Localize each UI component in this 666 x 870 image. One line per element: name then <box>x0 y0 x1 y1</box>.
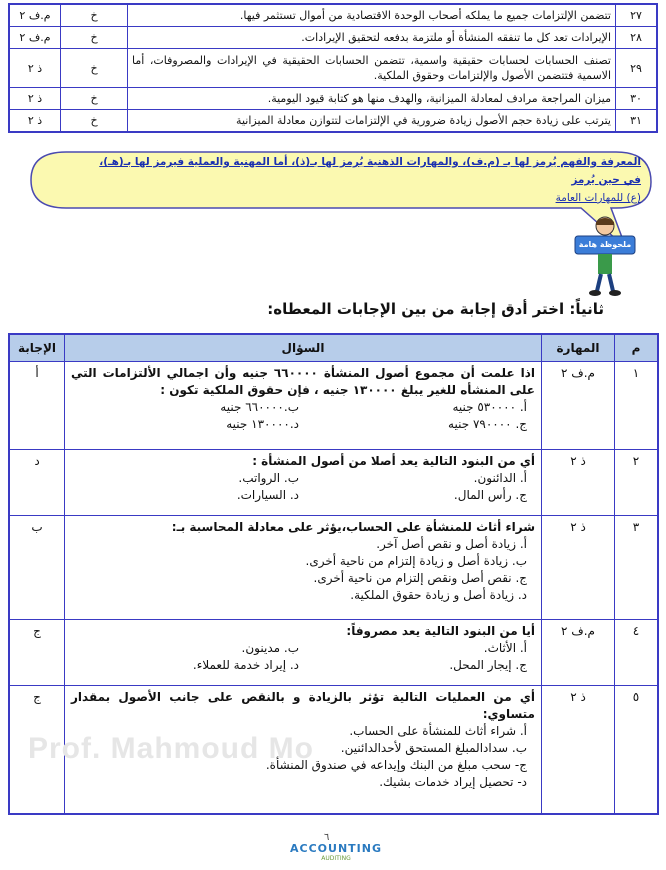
question-cell <box>65 620 542 686</box>
answer-cell: ب <box>9 516 65 620</box>
option: د. زيادة أصل و زيادة حقوق الملكية. <box>350 588 527 602</box>
footer-logo <box>286 843 386 867</box>
skill-cell: م.ف ٢ <box>542 620 615 686</box>
table-row <box>9 49 657 88</box>
question-number: ٤ <box>615 620 659 686</box>
table-row <box>9 4 657 27</box>
skill-cell: ذ ٢ <box>9 49 61 88</box>
watermark: Prof. Mahmoud Mo <box>28 732 314 765</box>
options-list <box>71 470 535 504</box>
page-number: ٦ <box>324 832 330 843</box>
option: ج- سحب مبلغ من البنك وإيداعه في صندوق المنشأة. <box>265 758 527 772</box>
question-stem: أي من البنود التالية يعد أصلا من أصول المنشأة : <box>252 454 535 468</box>
question-text: الإيرادات تعد كل ما تنفقه المنشأة أو ملتزمة بدفعه لتحقيق الإيرادات. <box>128 27 616 49</box>
skill-cell: ذ ٢ <box>542 686 615 814</box>
option: ب.٦٦٠٠٠٠ جنيه <box>220 400 299 414</box>
option: ج. إيجار المحل. <box>449 658 527 672</box>
section-title: ثانياً: اختر أدق إجابة من بين الإجابات المعطاه: <box>267 300 604 318</box>
option: ب. سدادالمبلغ المستحق لأحدالدائنين. <box>340 741 527 755</box>
option: أ. زيادة أصل و نقص أصل آخر. <box>376 537 527 551</box>
question-number: ٢٨ <box>616 27 658 49</box>
answer-cell: خ <box>61 27 128 49</box>
option: ج. ٧٩٠٠٠٠ جنيه <box>448 417 527 431</box>
option: ج. نقص أصل ونقص إلتزام من ناحية أخرى. <box>313 571 527 585</box>
option: ب. زيادة أصل و زيادة إلتزام من ناحية أخرى. <box>305 554 527 568</box>
table-row <box>9 450 658 516</box>
option: ب. الرواتب. <box>238 471 299 485</box>
skill-cell: م.ف ٢ <box>9 27 61 49</box>
note-text <box>96 153 641 207</box>
question-stem: شراء أثاث للمنشأة على الحساب،يؤثر على معادلة المحاسبة بـ: <box>171 520 535 534</box>
answer-cell: ج <box>9 620 65 686</box>
skill-cell: م.ف ٢ <box>9 4 61 27</box>
true-false-table <box>8 3 658 133</box>
question-text: ميزان المراجعة مرادف لمعادلة الميزانية، والهدف منها هو كتابة قيود اليومية. <box>128 88 616 110</box>
table-row <box>9 110 657 133</box>
option: د- تحصيل إيراد خدمات بشيك. <box>379 775 527 789</box>
answer-cell: خ <box>61 4 128 27</box>
header-num: م <box>615 334 659 362</box>
option: د. إيراد خدمة للعملاء. <box>192 658 299 672</box>
answer-cell: خ <box>61 88 128 110</box>
options-list <box>71 399 535 433</box>
option: د.١٣٠٠٠٠ جنيه <box>226 417 299 431</box>
skill-cell: ذ ٢ <box>9 88 61 110</box>
option: أ. الأثاث. <box>483 641 527 655</box>
option: أ. شراء أثاث للمنشأة على الحساب. <box>349 724 527 738</box>
question-text: يترتب على زيادة حجم الأصول زيادة ضرورية في الإلتزامات لتتوازن معادلة الميزانية <box>128 110 616 133</box>
mascot-sign-label: ملحوظة هامة <box>578 240 632 249</box>
header-skill: المهارة <box>542 334 615 362</box>
table-row <box>9 88 657 110</box>
table-row <box>9 362 658 450</box>
question-text: تتضمن الإلتزامات جميع ما يملكه أصحاب الوحدة الاقتصادية من أموال تستثمر فيها. <box>128 4 616 27</box>
question-text: تصنف الحسابات لحسابات حقيقية واسمية، تتضمن الحسابات الحقيقية في الإيرادات والمصروفات، أما الاسمية فتتضمن الأصول والإلتزامات وحقوق الملكية. <box>128 49 616 88</box>
mascot-illustration <box>572 216 638 296</box>
options-list <box>71 536 535 604</box>
option: أ. ٥٣٠٠٠٠ جنيه <box>452 400 527 414</box>
question-number: ٢ <box>615 450 659 516</box>
options-list <box>71 640 535 674</box>
header-answer: الإجابة <box>9 334 65 362</box>
logo-subtitle: AUDITING <box>321 855 351 862</box>
table-row <box>9 27 657 49</box>
logo-title: ACCOUNTING <box>290 842 382 855</box>
question-stem: أيا من البنود التالية يعد مصروفاً: <box>346 624 535 638</box>
option: د. السيارات. <box>236 488 299 502</box>
cartoon-character-icon <box>572 216 638 296</box>
answer-cell: د <box>9 450 65 516</box>
question-number: ٣١ <box>616 110 658 133</box>
question-number: ٢٩ <box>616 49 658 88</box>
table-row <box>9 620 658 686</box>
answer-cell: ج <box>9 686 65 814</box>
question-cell <box>65 362 542 450</box>
skill-cell: ذ ٢ <box>542 516 615 620</box>
question-stem: أي من العمليات التالية تؤثر بالزيادة و بالنقص على جانب الأصول بمقدار متساوي: <box>71 690 535 721</box>
question-number: ٥ <box>615 686 659 814</box>
note-callout <box>26 148 656 212</box>
skill-cell: ذ ٢ <box>9 110 61 133</box>
question-cell <box>65 450 542 516</box>
question-number: ٣ <box>615 516 659 620</box>
option: أ. الدائنون. <box>473 471 527 485</box>
question-number: ٢٧ <box>616 4 658 27</box>
answer-cell: أ <box>9 362 65 450</box>
skill-cell: م.ف ٢ <box>542 362 615 450</box>
option: ج. رأس المال. <box>453 488 527 502</box>
note-line-1: المعرفة والفهم يُرمز لها بـ (م.ف)، والمهارات الذهنية يُرمز لها بـ(ذ)، أما المهنية والعملية فيرمز لها بـ(هـ)، في حين يُرمز <box>99 156 641 186</box>
skill-cell: ذ ٢ <box>542 450 615 516</box>
table-header-row <box>9 334 658 362</box>
table-row <box>9 516 658 620</box>
header-question: السؤال <box>65 334 542 362</box>
question-stem: اذا علمت أن مجموع أصول المنشأة ٦٦٠٠٠٠ جنيه وأن اجمالي الألتزامات التي على المنشأه للغير يبلغ ١٣٠٠٠٠ جنيه ، فإن حقوق الملكية تكون : <box>71 366 535 397</box>
option: ب. مدينون. <box>241 641 299 655</box>
answer-cell: خ <box>61 110 128 133</box>
question-number: ٣٠ <box>616 88 658 110</box>
question-number: ١ <box>615 362 659 450</box>
answer-cell: خ <box>61 49 128 88</box>
question-cell <box>65 516 542 620</box>
note-line-2: (ع) للمهارات العامة <box>555 192 641 204</box>
